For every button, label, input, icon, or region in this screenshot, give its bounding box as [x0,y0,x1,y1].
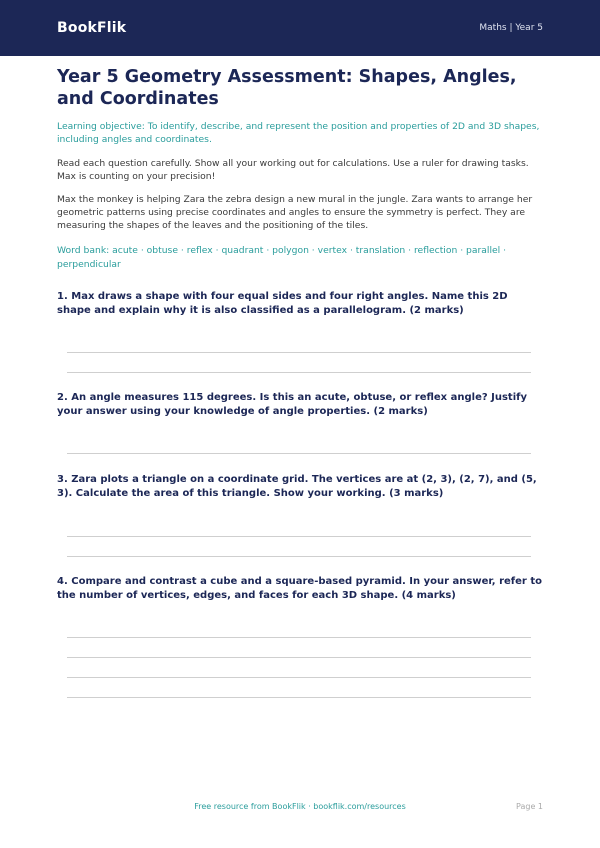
instructions: Read each question carefully. Show all your working out for calculations. Use a ruler for drawing tasks. Max is counting on your precision! [57,158,529,182]
page-title: Year 5 Geometry Assessment: Shapes, Angles, and Coordinates [57,67,517,109]
question-3: 3. Zara plots a triangle on a coordinate grid. The vertices are at (2, 3), (2, 7), and (5, 3). Calculate the area of this triangle. Show your working. (3 marks) [57,474,537,499]
answer-line[interactable] [67,453,531,454]
top-bar [0,0,600,56]
breadcrumb: Maths | Year 5 [479,23,543,33]
question-4: 4. Compare and contrast a cube and a square-based pyramid. In your answer, refer to the number of vertices, edges, and faces for each 3D shape. (4 marks) [57,576,542,601]
title-block [57,66,543,110]
learning-objective: Learning objective: To identify, describe, and represent the position and properties of 2D and 3D shapes, including angles and coordinates. [57,121,540,145]
story-intro: Max the monkey is helping Zara the zebra design a new mural in the jungle. Zara wants to arrange her geometric patterns using precise coordinates and angles to ensure the symmetry is perfect. They are measuring the shapes of the leaves and the positioning of the tiles. [57,194,533,231]
answer-line[interactable] [67,372,531,373]
answer-line[interactable] [67,556,531,557]
answer-line[interactable] [67,677,531,678]
footer-credit[interactable]: Free resource from BookFlik · bookflik.com/resources [194,802,406,811]
word-bank: Word bank: acute · obtuse · reflex · quadrant · polygon · vertex · translation · reflection · parallel · perpendicular [57,245,507,270]
question-1: 1. Max draws a shape with four equal sides and four right angles. Name this 2D shape and explain why it is also classified as a parallelogram. (2 marks) [57,291,508,316]
answer-line[interactable] [67,657,531,658]
answer-line[interactable] [67,536,531,537]
answer-line[interactable] [67,697,531,698]
page-number: Page 1 [516,802,543,811]
question-2: 2. An angle measures 115 degrees. Is this an acute, obtuse, or reflex angle? Justify your answer using your knowledge of angle properties. (2 marks) [57,392,527,417]
answer-line[interactable] [67,352,531,353]
brand-logo[interactable]: BookFlik [57,20,127,36]
answer-line[interactable] [67,637,531,638]
